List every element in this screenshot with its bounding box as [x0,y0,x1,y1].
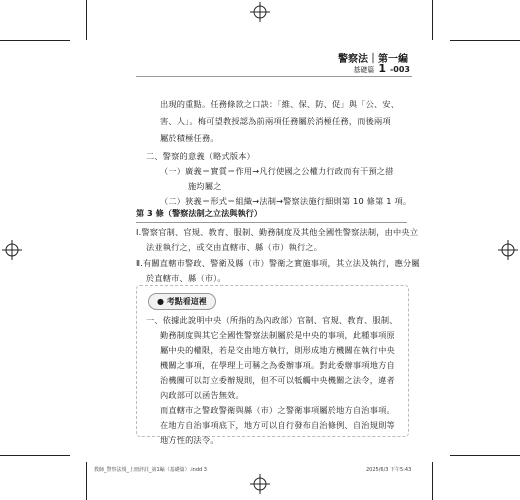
exam-line: 在地方自治事項底下，地方可以自行發布自治條例、自治規則等 [160,420,395,430]
page-number-main: 1 [378,62,386,75]
exam-line: 內政部可以函告無效。 [160,390,244,400]
intro-line: 屬於積極任務。 [160,133,219,143]
article-clause: Ⅱ.有關直轄市警政、警衛及縣（市）警衛之實施事項，其立法及執行，應分屬 [136,258,420,268]
crop-mark [86,462,87,500]
exam-line: 一、依據此說明中央（所指的為內政部）官制、官規、教育、服制、 [146,315,398,325]
crop-mark [432,462,433,500]
timestamp-slug: 2025/6/3 下午5:43 [366,467,412,473]
registration-mark-icon [250,2,270,22]
point-item: 施均屬之 [188,181,222,191]
registration-mark-icon [498,240,518,260]
intro-line: 害、人」。梅可望教授認為前兩項任務屬於消極任務，而後兩項 [160,116,391,126]
page-number-suffix: -003 [389,65,410,74]
point-heading: 二、警察的意義（略式版本） [146,151,256,161]
intro-line: 出現的重點。任務條款之口訣：「維、保、防、促」與「公、安、 [160,99,400,109]
point-item: （一）廣義＝實質＝作用→凡行使國之公權力行政而有干預之措 [160,166,394,176]
file-slug: 教師_警察法規_上冊評註_第1編（基礎篇）.indd 3 [94,467,207,473]
header-divider [136,76,412,77]
article-clause: 於直轄市、縣（市）。 [146,273,226,283]
crop-mark [0,40,70,41]
article-divider [136,222,407,223]
article-clause: 法並執行之，或交由直轄市、縣（市）執行之。 [146,242,323,252]
exam-line: 屬中央的權限，若是交由地方執行，則形成地方機關在執行中央 [160,345,395,355]
article-clause: Ⅰ.警察官制、官規、教育、服制、勤務制度及其他全國性警察法制，由中央立 [136,227,419,237]
exam-points-title: ● 考點看這裡 [148,293,216,310]
crop-mark [432,0,433,40]
crop-mark [86,0,87,40]
exam-line: 機關之事項，在學理上可稱之為委辦事項。對此委辦事項地方自 [160,360,395,370]
registration-mark-icon [250,474,270,494]
point-item: （二）狹義＝形式＝組織→法制→警察法施行細則第 10 條第 1 項。 [160,196,412,206]
bullet-icon: ● [157,297,167,306]
page-label: 基礎篇 [353,66,375,74]
exam-line: 治機關可以訂立委辦規則，但不可以牴觸中央機關之法令，違者 [160,375,395,385]
crop-mark [450,40,520,41]
running-header-title: 警察法｜第一編 [338,54,408,65]
exam-line: 地方性的法令。 [160,435,219,445]
article-title: 第 3 條（警察法制之立法與執行） [136,208,263,218]
crop-mark [0,455,70,456]
registration-mark-icon [2,240,22,260]
article-heading [136,208,407,223]
crop-mark [450,455,520,456]
page-number [353,62,410,75]
exam-line: 勤務制度與其它全國性警察法制屬於是中央的事項，此種事項原 [160,330,395,340]
exam-line: 而直轄市之警政警衛與縣（市）之警衛事項屬於地方自治事項。 [160,405,395,415]
